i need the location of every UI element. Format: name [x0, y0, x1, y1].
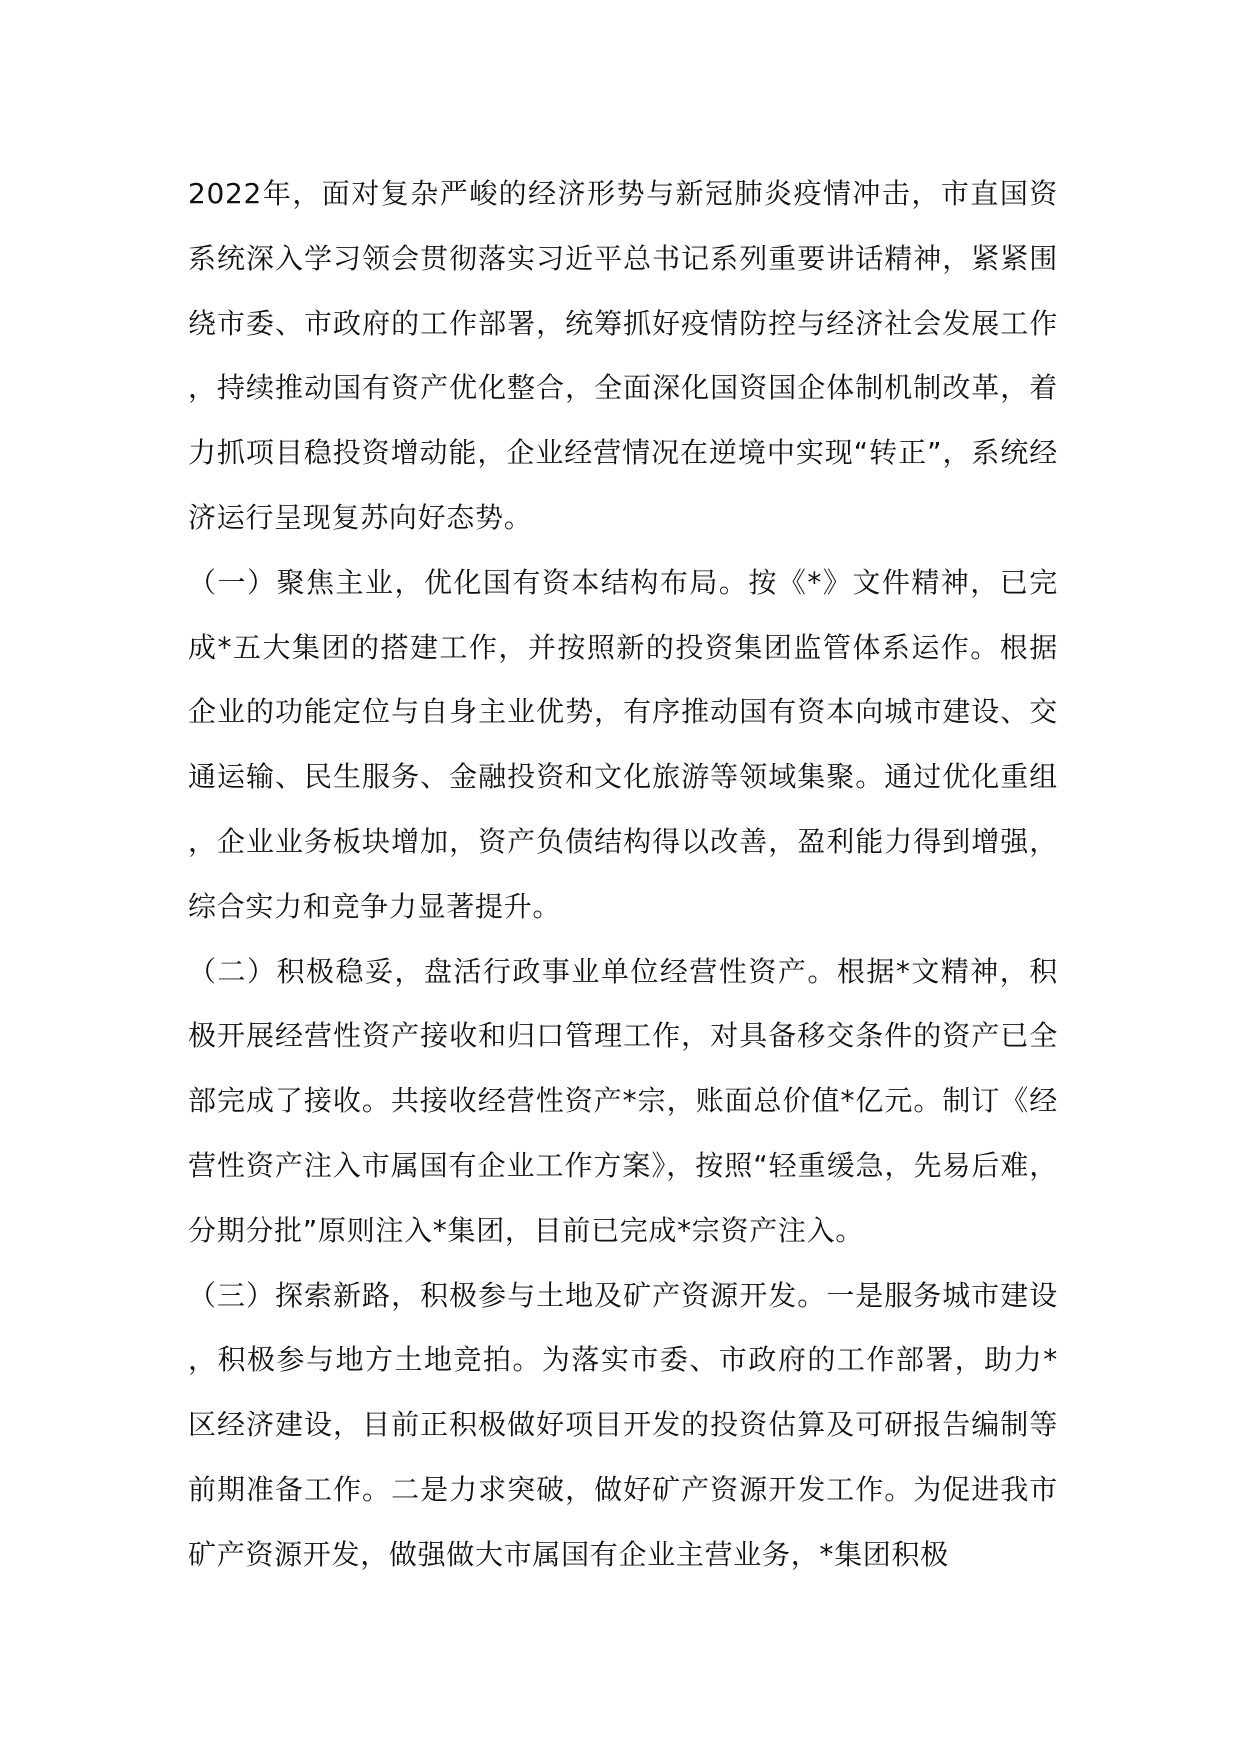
paragraph-section-3: （三）探索新路，积极参与土地及矿产资源开发。一是服务城市建设，积极参与地方土地竞拍。为落实市委、市政府的工作部署，助力*区经济建设，目前正积极做好项目开发的投资估算及可研报告编制等前期准备工作。二是力求突破，做好矿产资源开发工作。为促进我市矿产资源开发，做强做大市属国有企业主营业务，*集团积极: [188, 1278, 1058, 1571]
paragraph-section-2: （二）积极稳妥，盘活行政事业单位经营性资产。根据*文精神，积极开展经营性资产接收和归口管理工作，对具备移交条件的资产已全部完成了接收。共接收经营性资产*宗，账面总价值*亿元。制订《经营性资产注入市属国有企业工作方案》，按照“轻重缓急，先易后难，分期分批”原则注入*集团，目前已完成*宗资产注入。: [188, 954, 1058, 1247]
document-page: [188, 162, 1058, 1588]
paragraph-section-1: （一）聚焦主业，优化国有资本结构布局。按《*》文件精神，已完成*五大集团的搭建工作，并按照新的投资集团监管体系运作。根据企业的功能定位与自身主业优势，有序推动国有资本向城市建设、交通运输、民生服务、金融投资和文化旅游等领域集聚。通过优化重组，企业业务板块增加，资产负债结构得以改善，盈利能力得到增强，综合实力和竞争力显著提升。: [188, 565, 1058, 923]
paragraph-intro: 2022年，面对复杂严峻的经济形势与新冠肺炎疫情冲击，市直国资系统深入学习领会贯彻落实习近平总书记系列重要讲话精神，紧紧围绕市委、市政府的工作部署，统筹抓好疫情防控与经济社会发展工作，持续推动国有资产优化整合，全面深化国资国企体制机制改革，着力抓项目稳投资增动能，企业经营情况在逆境中实现“转正”，系统经济运行呈现复苏向好态势。: [188, 177, 1058, 534]
